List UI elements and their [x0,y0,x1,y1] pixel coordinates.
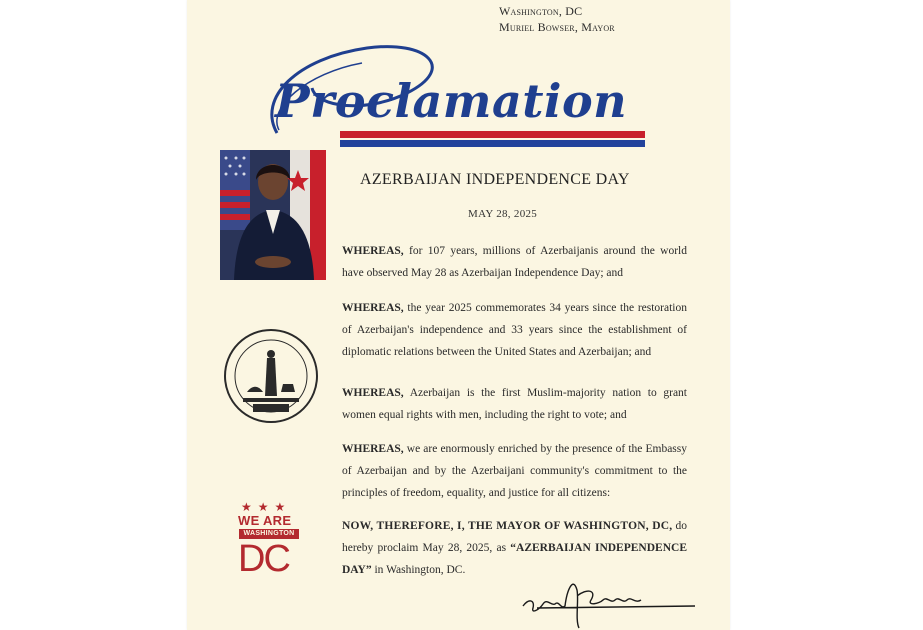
paragraph-text: Azerbaijan is the first Muslim-majority nation to grant women equal rights with men, including the right to vote; and [342,387,687,421]
proclaimed-day: “AZERBAIJAN INDEPENDENCE DAY” [342,542,687,576]
mayor-portrait [220,150,326,280]
event-date: MAY 28, 2025 [468,208,538,220]
whereas-paragraph-3 [342,382,687,426]
title-stripe-red [340,131,645,138]
letterhead-city: Washington, DC [499,4,583,18]
district-of-columbia-seal [223,328,319,424]
logo-stars: ★★★ [241,500,292,514]
paragraph-text: we are enormously enriched by the presence of the Embassy of Azerbaijan and by the Azerbaijani community's commitment to the principles of freedom, equality, and justice for all citizens: [342,443,687,499]
we-are-washington-dc-logo [237,500,303,590]
proclamation-lead: NOW, THEREFORE, I, THE MAYOR OF WASHINGTON, DC, [342,520,673,532]
proclamation-title: Proclamation [275,74,628,128]
logo-dc: DC [238,538,289,580]
logo-we-are: WE ARE [238,513,292,528]
whereas-lead: WHEREAS, [342,443,404,455]
whereas-paragraph-1 [342,240,687,284]
proclamation-document [187,0,730,630]
whereas-lead: WHEREAS, [342,302,404,314]
paragraph-text: do hereby proclaim May 28, 2025, as [342,520,688,554]
event-title: AZERBAIJAN INDEPENDENCE DAY [360,171,630,188]
letterhead [499,3,615,35]
whereas-lead: WHEREAS, [342,245,404,257]
whereas-paragraph-2 [342,297,687,363]
paragraph-text: the year 2025 commemorates 34 years since the restoration of Azerbaijan's independence and 33 years since the establishment of diplomatic relations between the United States and Azerbaijan; and [342,302,687,358]
mayor-signature [517,570,697,630]
whereas-paragraph-4 [342,438,687,504]
paragraph-text: in Washington, DC. [371,564,466,576]
letterhead-mayor: Muriel Bowser, Mayor [499,20,615,34]
title-stripe-blue [340,140,645,147]
paragraph-text: for 107 years, millions of Azerbaijanis around the world have observed May 28 as Azerbaijan Independence Day; and [342,245,687,279]
logo-washington: WASHINGTON [239,529,299,539]
whereas-lead: WHEREAS, [342,387,404,399]
mayor-portrait-image [220,150,326,280]
